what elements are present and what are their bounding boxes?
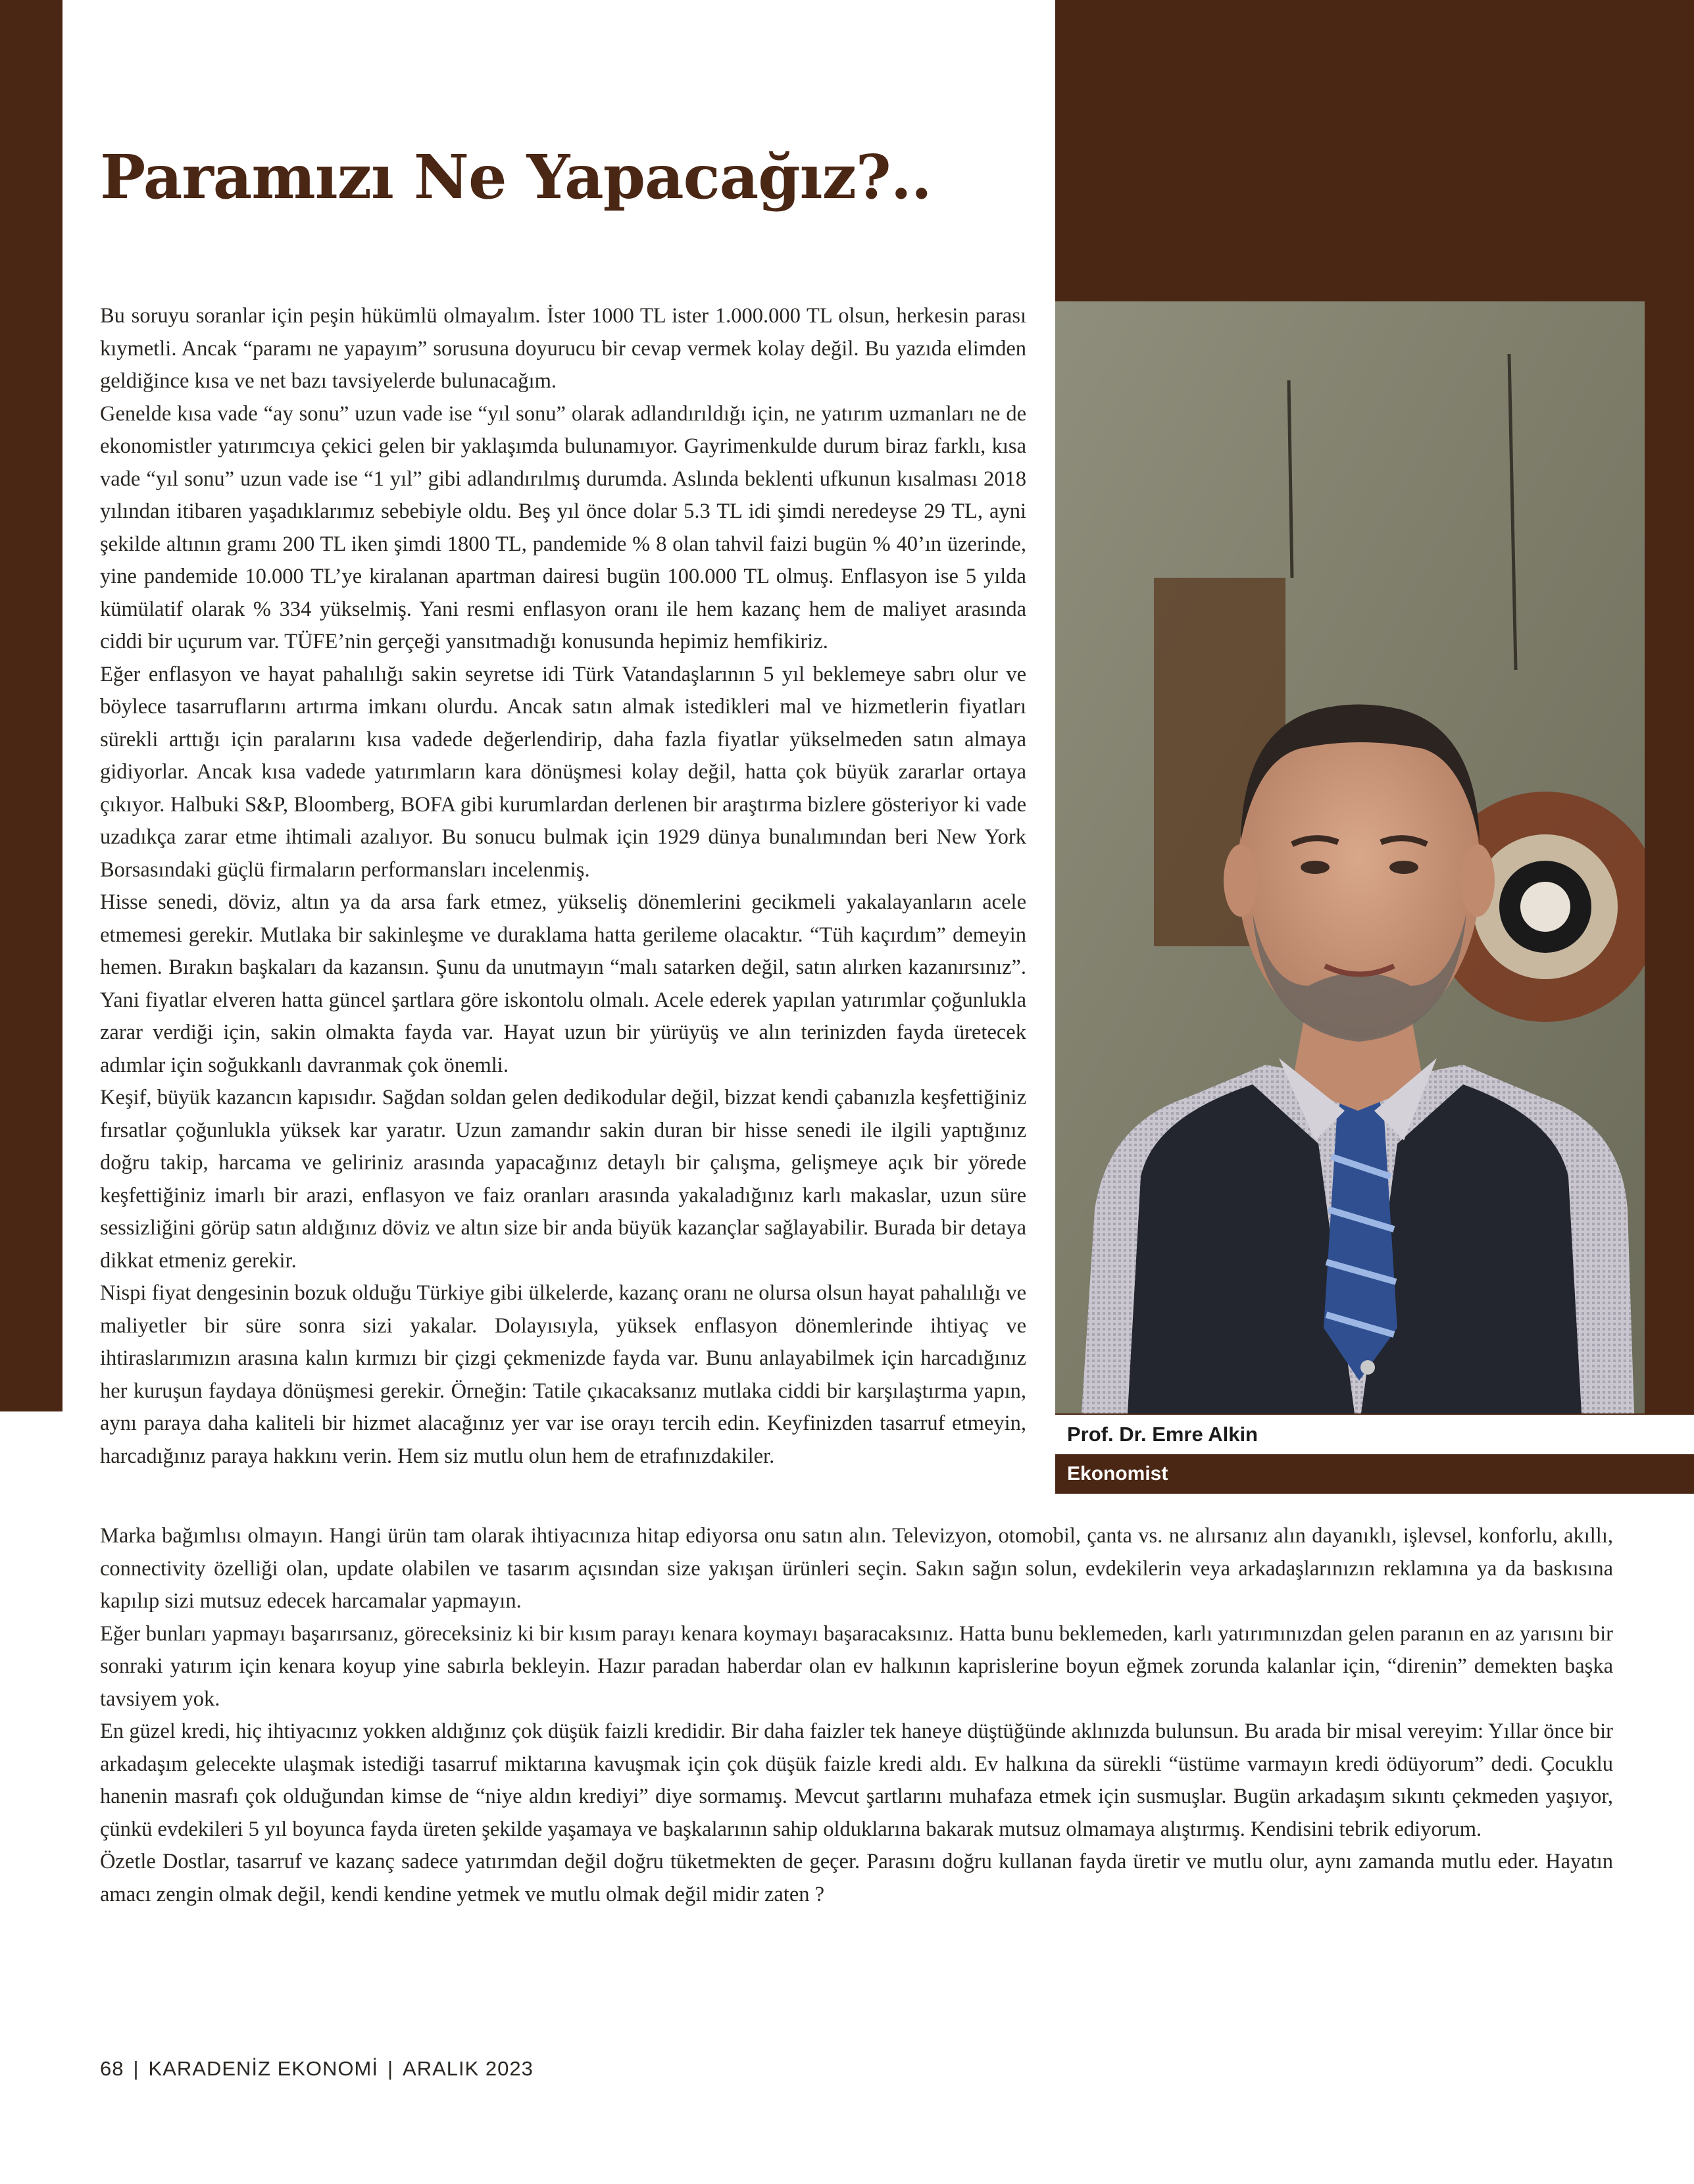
article-title: Paramızı Ne Yapacağız?..: [100, 141, 932, 213]
body-paragraph: Özetle Dostlar, tasarruf ve kazanç sadece yatırımdan değil doğru tüketmekten de geçer. Parasını doğru kullanan fayda üretir ve mutlu olur, aynı zamanda mutlu eder. Hayatın amacı zengin olmak değil, kendi kendine yetmek ve mutlu olmak değil midir zaten ?: [100, 1850, 1613, 1906]
article-body-full-width: [100, 1520, 1613, 1911]
body-paragraph: Genelde kısa vade “ay sonu” uzun vade ise “yıl sonu” olarak adlandırıldığı için, ne yatırım uzmanları ne de ekonomistler yatırımcıya çekici gelen bir yaklaşımda bulunamıyor. Gayrimenkulde durum biraz farklı, kısa vade “yıl sonu” uzun vade ise “1 yıl” gibi adlandırılmış durumda. Aslında beklenti ufkunun kısalması 2018 yılından itibaren yaşadıklarımız sebebiyle oldu. Beş yıl önce dolar 5.3 TL idi şimdi neredeyse 29 TL, ayni şekilde altının gramı 200 TL iken şimdi 1800 TL, pandemide % 8 olan tahvil faizi bugün % 40’ın üzerinde, yine pandemide 10.000 TL’ye kiralanan apartman dairesi bugün 100.000 TL olmuş. Enflasyon ise 5 yılda kümülatif olarak % 334 yükselmiş. Yani resmi enflasyon oranı ile hem kazanç hem de maliyet arasında ciddi bir uçurum var. TÜFE’nin gerçeği yansıtmadığı konusunda hepimiz hemfikiriz.: [100, 401, 1026, 653]
author-photo: [1055, 301, 1645, 1413]
issue-date: ARALIK 2023: [403, 2057, 534, 2080]
magazine-name: KARADENİZ EKONOMİ: [148, 2057, 378, 2080]
footer-separator: |: [387, 2057, 394, 2080]
body-paragraph: Hisse senedi, döviz, altın ya da arsa fark etmez, yükseliş dönemlerini gecikmeli yakalayanların acele etmemesi gerekir. Mutlaka bir sakinleşme ve duraklama hatta gerileme olacaktır. “Tüh kaçırdım” demeyin hemen. Bırakın başkaları da kazansın. Şunu da unutmayın “malı satarken değil, satın alırken kazanırsınız”. Yani fiyatlar elveren hatta güncel şartlara göre iskontolu olmalı. Acele ederek yapılan yatırımlar çoğunlukla zarar verdiği için, sakin olmakta fayda var. Hayat uzun bir yürüyüş ve alın terinizden fayda üretecek adımlar için soğukkanlı davranmak çok önemli.: [100, 890, 1026, 1077]
body-paragraph: Bu soruyu soranlar için peşin hükümlü olmayalım. İster 1000 TL ister 1.000.000 TL olsun, herkesin parası kıymetli. Ancak “paramı ne yapayım” sorusuna doyurucu bir cevap vermek kolay değil. Bu yazıda elimden geldiğince kısa ve net bazı tavsiyelerde bulunacağım.: [100, 304, 1026, 393]
body-paragraph: Keşif, büyük kazancın kapısıdır. Sağdan soldan gelen dedikodular değil, bizzat kendi çabanızla keşfettiğiniz fırsatlar çoğunlukla yüksek kar yaratır. Uzun zamandır sakin duran bir hisse senedi ile ilgili yaptığınız doğru takip, harcama ve geliriniz arasında yapacağınız detaylı bir çalışma, gelişmeye açık bir yörede keşfettiğiniz imarlı bir arazi, enflasyon ve faiz oranları arasında yakaladığınız karlı makaslar, uzun süre sessizliğini görüp satın aldığınız döviz ve altın size bir anda büyük kazançlar sağlayabilir. Burada bir detaya dikkat etmeniz gerekir.: [100, 1086, 1026, 1273]
article-body-column: [100, 300, 1026, 1473]
body-paragraph: Eğer enflasyon ve hayat pahalılığı sakin seyretse idi Türk Vatandaşlarının 5 yıl beklemeye sabrı olur ve böylece tasarruflarını artırma imkanı olurdu. Ancak satın almak istedikleri mal ve hizmetlerin fiyatları sürekli arttığı için paralarını kısa vadede değerlendirip, daha fazla fiyatlar yükselmeden satın almaya gidiyorlar. Ancak kısa vadede yatırımların kara dönüşmesi kolay değil, hatta çok büyük zararlar ortaya çıkıyor. Halbuki S&P, Bloomberg, BOFA gibi kurumlardan derlenen bir araştırma bizlere gösteriyor ki vade uzadıkça zarar etme ihtimali azalıyor. Bu sonucu bulmak için 1929 dünya bunalımından beri New York Borsasındaki güçlü firmaların performansları incelenmiş.: [100, 662, 1026, 882]
author-portrait-illustration: [1055, 301, 1645, 1413]
author-role: Ekonomist: [1067, 1463, 1168, 1485]
author-name: Prof. Dr. Emre Alkin: [1067, 1423, 1258, 1446]
author-name-caption: [1055, 1415, 1694, 1454]
author-role-caption: [1055, 1454, 1694, 1494]
body-paragraph: Marka bağımlısı olmayın. Hangi ürün tam olarak ihtiyacınıza hitap ediyorsa onu satın alın. Televizyon, otomobil, çanta vs. ne alırsanız alın dayanıklı, işlevsel, konforlu, akıllı, connectivity özelliği olan, update olabilen ve tasarım açısından size yakışan ürünleri seçin. Sakın sağın solun, evdekilerin veya arkadaşlarınızın reklamına ya da baskısına kapılıp sizi mutsuz edecek harcamalar yapmayın.: [100, 1524, 1613, 1613]
body-paragraph: Nispi fiyat dengesinin bozuk olduğu Türkiye gibi ülkelerde, kazanç oranı ne olursa olsun hayat pahalılığı ve maliyetler bir süre sonra sizi yakalar. Dolayısıyla, yüksek enflasyon dönemlerinde ihtiyaç ve ihtiraslarımızın arasına kalın kırmızı bir çizgi çekmenizde fayda var. Bunu anlayabilmek için harcadığınız her kuruşun faydaya dönüşmesi gerekir. Örneğin: Tatile çıkacaksanız mutlaka ciddi bir karşılaştırma yapın, aynı paraya daha kaliteli bir hizmet alacağınız yer var ise orayı tercih edin. Keyfinizden tasarruf etmeyin, harcadığınız paraya hakkını verin. Hem siz mutlu olun hem de etrafınızdakiler.: [100, 1281, 1026, 1468]
page-number: 68: [100, 2057, 124, 2080]
footer-separator: |: [133, 2057, 139, 2080]
body-paragraph: Eğer bunları yapmayı başarırsanız, göreceksiniz ki bir kısım parayı kenara koymayı başaracaksınız. Hatta bunu beklemeden, karlı yatırımınızdan gelen paranın en az yarısını bir sonraki yatırım için kenara koyup yine sabırla bekleyin. Hazır paradan haberdar olan ev halkının kaprislerine boyun eğmek zorunda kalanlar için, “direnin” demekten başka tavsiyem yok.: [100, 1621, 1613, 1711]
left-accent-bar: [0, 0, 62, 1411]
page-footer: [100, 2057, 534, 2081]
body-paragraph: En güzel kredi, hiç ihtiyacınız yokken aldığınız çok düşük faizli kredidir. Bir daha faizler tek haneye düştüğünde aklınızda bulunsun. Bu arada bir misal vereyim: Yıllar önce bir arkadaşım gelecekte ulaşmak istediği tasarruf miktarına kavuşmak için çok düşük faizle kredi aldı. Ev halkına da sürekli “üstüme varmayın kredi ödüyorum” dedi. Çocuklu hanenin masrafı çok olduğundan kimse de “niye aldın krediyi” diye sormamış. Mevcut şartlarını muhafaza etmek için susmuşlar. Bugün arkadaşım sıkıntı çekmeden yaşıyor, çünkü evdekileri 5 yıl boyunca fayda üreten şekilde yaşamaya ve başkalarının sahip olduklarına bakarak mutsuz olmamaya alıştırmış. Kendisini tebrik ediyorum.: [100, 1719, 1613, 1841]
